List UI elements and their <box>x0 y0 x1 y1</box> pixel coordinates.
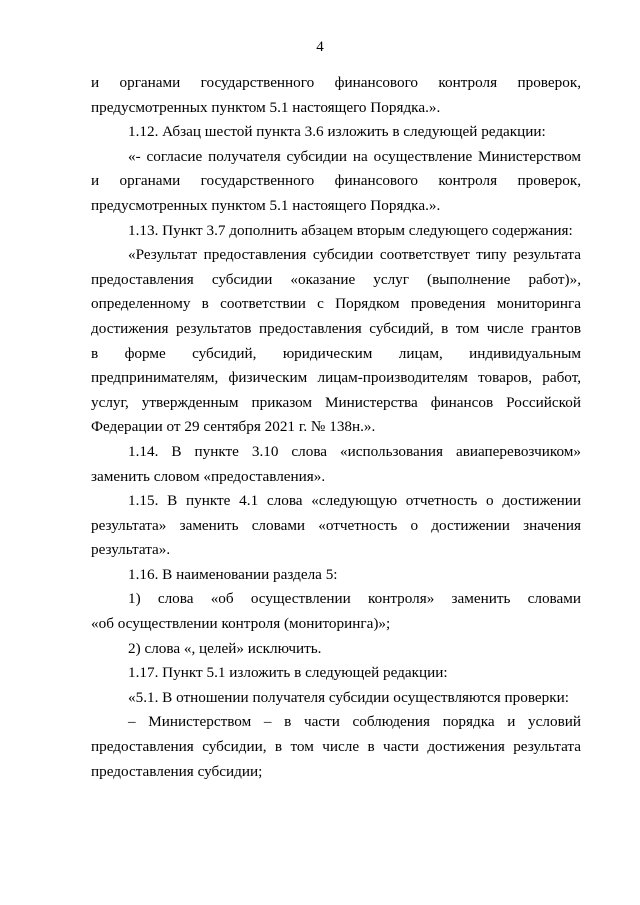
text-line: предоставления субсидии, в том числе в части достижения результата <box>91 738 581 756</box>
text-line: 1) слова «об осуществлении контроля» заменить словами <box>128 590 581 608</box>
text-line: и органами государственного финансового контроля проверок, <box>91 172 581 190</box>
text-line: 1.13. Пункт 3.7 дополнить абзацем вторым следующего содержания: <box>128 221 573 239</box>
text-line: предпринимателям, физическим лицам-производителям товаров, работ, <box>91 369 581 387</box>
text-line: и органами государственного финансового контроля проверок, <box>91 74 581 91</box>
text-line: – Министерством – в части соблюдения порядка и условий <box>128 713 581 731</box>
text-line: 1.16. В наименовании раздела 5: <box>128 565 338 583</box>
text-line: достижения результатов предоставления субсидий, в том числе грантов <box>91 319 581 337</box>
page-number: 4 <box>316 39 324 55</box>
text-line: 1.17. Пункт 5.1 изложить в следующей редакции: <box>128 664 448 682</box>
text-line: результата» заменить словами «отчетность о достижении значения <box>91 516 581 534</box>
text-line: 2) слова «, целей» исключить. <box>128 639 322 657</box>
text-line: предоставления субсидии «оказание услуг (выполнение работ)», <box>91 270 581 288</box>
text-line: «5.1. В отношении получателя субсидии осуществляются проверки: <box>128 688 569 706</box>
text-line: Федерации от 29 сентября 2021 г. № 138н.». <box>91 418 376 436</box>
text-line: заменить словом «предоставления». <box>91 467 326 485</box>
text-line: «Результат предоставления субсидии соответствует типу результата <box>128 246 581 264</box>
text-line: предусмотренных пунктом 5.1 настоящего Порядка.». <box>91 196 441 214</box>
text-line: 1.15. В пункте 4.1 слова «следующую отчетность о достижении <box>128 492 581 510</box>
text-line: в форме субсидий, юридическим лицам, индивидуальным <box>91 344 581 362</box>
text-line: 1.14. В пункте 3.10 слова «использования авиаперевозчиком» <box>128 442 581 460</box>
text-line: предоставления субсидии; <box>91 762 263 780</box>
text-line: 1.12. Абзац шестой пункта 3.6 изложить в следующей редакции: <box>128 123 546 141</box>
text-line: определенному в соответствии с Порядком проведения мониторинга <box>91 295 581 313</box>
document-body <box>91 71 581 784</box>
text-line: «об осуществлении контроля (мониторинга)»; <box>91 615 391 633</box>
text-line: результата». <box>91 541 171 559</box>
text-line: предусмотренных пунктом 5.1 настоящего Порядка.». <box>91 98 441 116</box>
text-line: услуг, утвержденным приказом Министерства финансов Российской <box>91 393 581 411</box>
text-line: «- согласие получателя субсидии на осуществление Министерством <box>128 147 581 165</box>
